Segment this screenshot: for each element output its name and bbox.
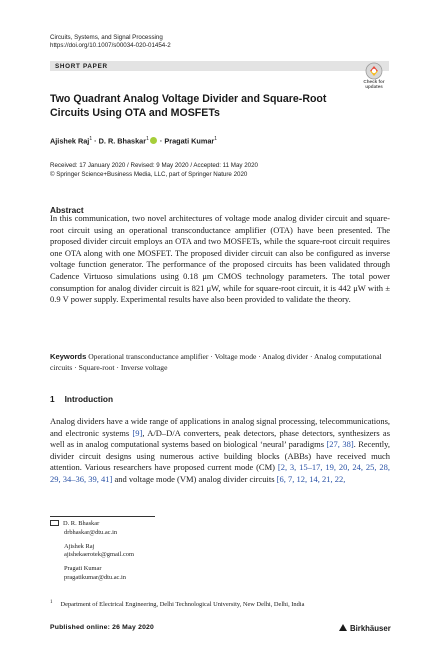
published-online: Published online: 26 May 2020 — [50, 624, 155, 631]
footnote-divider — [50, 516, 155, 517]
paper-title: Two Quadrant Analog Voltage Divider and Square-Root Circuits Using OTA and MOSFETs — [50, 93, 327, 119]
keywords-text: Operational transconductance amplifier · Voltage mode · Analog divider · Analog computational circuits · Square-root · Inverse voltage — [50, 352, 382, 372]
citation-link[interactable]: [2, 3, 15–17, 19, 20, 24, 25, 28, 29, 34–36, 39, 41] — [50, 462, 390, 484]
publisher-logo — [338, 623, 391, 633]
affiliation — [50, 600, 304, 608]
author-name[interactable]: Ajishek Raj — [50, 136, 90, 146]
author-affil-mark: 1 — [214, 136, 218, 142]
citation-link[interactable]: [9] — [132, 427, 143, 438]
contact-name: D. R. Bhaskar — [63, 520, 100, 527]
author-name[interactable]: D. R. Bhaskar — [98, 136, 147, 146]
crossmark-label-line1: Check for — [363, 79, 385, 84]
author-affil-mark: 1 — [146, 136, 149, 142]
abstract-text: In this communication, two novel architectures of voltage mode analog divider circuit and square-root circuit using an operational transconductance amplifier (OTA) have been presented. The proposed divider circuit employs an OTA and two MOSFETs, while the square-root circuit requires one OTA along with one MOSFET. The proposed divider circuit can also be configured as inverse voltage function generator. The performance of the proposed circuits has been validated through Cadence Virtuoso simulations using 0.18 μm CMOS technology parameters. The total power consumption for analog divider circuit is 821 μW, while for square-root circuit, it is 442 μW with ± 0.9 V power supply. Experimental results have also been provided to validate the theory. — [50, 213, 390, 305]
affiliation-text: Department of Electrical Engineering, Delhi Technological University, New Delhi, Delhi, India — [60, 601, 305, 609]
affiliation-number: 1 — [50, 600, 53, 605]
section-heading — [50, 394, 123, 404]
publisher-icon — [338, 623, 348, 632]
doi-link[interactable]: https://doi.org/10.1007/s00034-020-01454-2 — [50, 42, 171, 50]
abstract-heading: Abstract — [50, 205, 84, 215]
journal-name: Circuits, Systems, and Signal Processing — [50, 34, 163, 41]
corresponding-author — [50, 520, 134, 529]
citation-link[interactable]: [27, 38] — [326, 439, 354, 450]
crossmark-label — [357, 79, 391, 89]
contact-name: Ajishek Raj — [64, 542, 95, 550]
keywords — [50, 351, 390, 373]
author-affil-mark: 1 — [89, 136, 93, 142]
envelope-icon — [50, 520, 59, 526]
orcid-icon[interactable] — [150, 137, 157, 144]
publisher-name: Birkhäuser — [350, 624, 391, 633]
copyright-notice: © Springer Science+Business Media, LLC, part of Springer Nature 2020 — [50, 171, 248, 178]
correspondence-block — [50, 520, 134, 588]
contact-email[interactable]: ajishekaerotek@gmail.com — [64, 551, 134, 559]
contact-name: Pragati Kumar — [64, 565, 102, 573]
intro-paragraph: Analog dividers have a wide range of applications in analog signal processing, telecommunications, and electronic systems [9], A/D–D/A converters, peak detectors, phase detectors, synthesizers as well as in analog computational systems based on biological ‘neural’ paradigms [27, 38]. Recently, divider circuit designs using numerous active building blocks (ABBs) have received much attention. Various researchers have proposed current mode (CM) [2, 3, 15–17, 19, 20, 24, 25, 28, 29, 34–36, 39, 41] and voltage mode (VM) analog divider circuits [6, 7, 12, 14, 21, 22, — [50, 416, 391, 484]
author-name[interactable]: Pragati Kumar — [164, 136, 215, 146]
citation-link[interactable]: [6, 7, 12, 14, 21, 22, — [276, 473, 346, 484]
article-type-label: SHORT PAPER — [55, 62, 108, 70]
article-history — [50, 161, 258, 179]
section-number: 1 — [50, 394, 55, 404]
crossmark-label-line2: updates — [365, 84, 383, 89]
contact-email[interactable]: pragatikumar@dtu.ac.in — [64, 573, 126, 581]
contact-email[interactable]: drbhaskar@dtu.ac.in — [64, 528, 118, 536]
journal-info — [50, 34, 171, 51]
history-dates: Received: 17 January 2020 / Revised: 9 May 2020 / Accepted: 11 May 2020 — [50, 162, 258, 169]
author-list: Ajishek Raj$^1$ · D. R. Bhaskar$^1$ · Pragati Kumar$^1$ — [50, 136, 218, 146]
section-title: Introduction — [64, 394, 114, 404]
keywords-label: Keywords — [50, 352, 87, 361]
